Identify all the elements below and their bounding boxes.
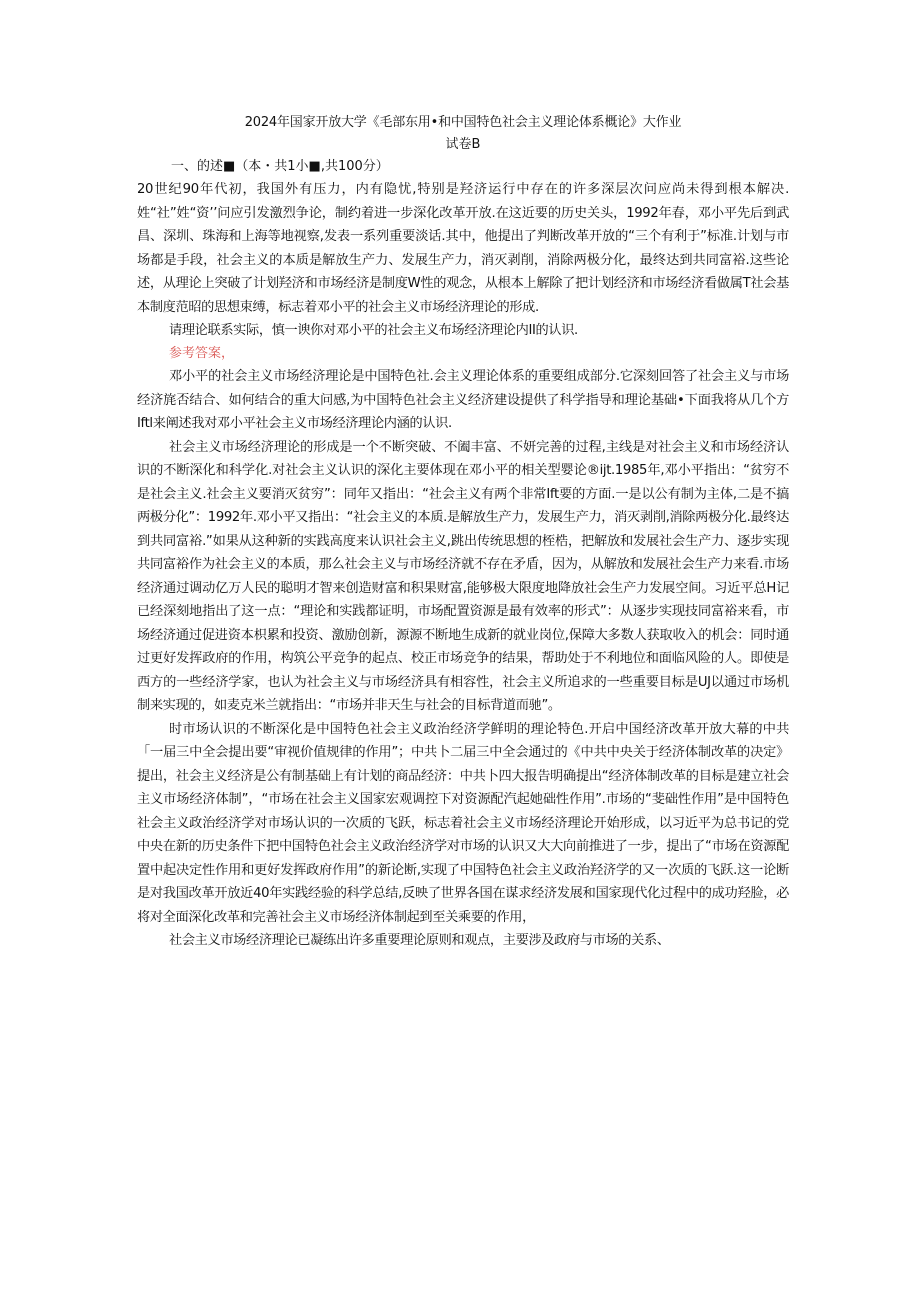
question-prompt: 请理论联系实际，慎一谀你对邓小平的社会主义布场经济理论内II的认识. (169, 323, 578, 338)
answer-paragraph: 社会主义市场经济理论已凝练出许多重要理论原则和观点，主要涉及政府与市场的关系、 (169, 933, 670, 948)
answer-label: 参考答案， (169, 346, 235, 361)
document-page (137, 112, 789, 953)
question-material: 20世纪90年代初，我国外有压力，内有隐忧,特别是羟济运行中存在的许多深层次问应尚未得到根本解决.姓“社”姓“资’’问应引发激烈争论，制约着进一步深化改革开放.在这近要的历史关头，1992年春，邓小平先后到武昌、深圳、珠海和上海等地视察,发表一系列重要淡话.其中，他提出了判断改革开放的“三个有利于”标准.计划与市场都是手段，社会主义的本质是解放生产力、发展生产力，消灭剥削，消除两极分化，最终达到共同富裕.这些论述，从理论上突破了计划羟济和市场经济是制度W性的观念，从根本上解除了把计划经济和市场经济看做属T社会基本制度范昭的思想束缚，标志着邓小平的社会主义市场经济理论的形成. (137, 182, 789, 315)
section-heading: 一、的述■（本・共1小■,共100分） (171, 159, 389, 174)
answer-paragraph: 时市场认识的不断深化是中国特色社会主义政治经济学鲜明的理论特色.开启中国经济改革开放大幕的中共「一届三中全会提出要“审视价值规律的作用”；中共卜二届三中全会通过的《中共中央关于经济体制改革的决定》提出，社会主义经济是公有制基础上有计划的商品经济：中共卜四大报告明确提出“经济体制改革的目标是建立社会主义市场经济体制”，“市场在社会主义国家宏观调控下对资源配汽起她础性作用”.市场的“斐础性作用”是中国特色社会主义政治经济学对市场认识的一次质的飞跃，标志着社会主义市场经济理论开始形成，以习近平为总书记的党中央在新的历史条件下把中国特色社会主义政治经济学对市场的认识又大大向前推进了一步，提出了“市场在资源配置中起决定性作用和更好发挥政府作用”的新论断,实现了中国特色社会主义政治羟济学的又一次质的飞跃.这一论断是对我国改革开放近40年实践经验的科学总结,反映了世界各国在谋求经济发展和国家现代化过程中的成功羟脸，必将对全面深化改革和完善社会主义市场经济体制起到至关乘要的作用， (137, 721, 789, 925)
document-title: 2024年国家开放大学《毛部东用•和中国特色社会主义理论体系概论》大作业 (244, 115, 682, 130)
document-subtitle: 试卷B (445, 137, 481, 152)
answer-paragraph: 社会主义市场经济理论的形成是一个不断突破、不阖丰富、不妍完善的过程,主线是对社会主义和市场经济认识的不断深化和科学化.对社会主义认识的深化主要体现在邓小平的相关型婴论®ijt.1985年,邓小平指出：“贫穷不是社会主义.社会主义要消灭贫穷”：同年又指出：“社会主义有两个非常Ift要的方面.一是以公有制为主体,二是不搞两极分化”：1992年.邓小平又指出：“社会主义的本质.是解放生产力，发展生产力，消灭剥削,消除两极分化.最终达到共同富裕.”如果从这种新的实践高度来认识社会主义,跳出传统思想的桎梏，把解放和发展社会生产力、逐步实现共同富裕作为社会主义的本质，那么社会主义与市场经济就不存在矛盾，因为，从解放和发展社会生产力来看.市场经济通过调动亿万人民的聪明才智来创造财富和积果财富,能够极大限度地降放社会生产力发展空间。习近平总H记已经深刻地指出了这一点：“理论和实践都证明，市场配置资源是最有效率的形式”：从逐步实现技同富裕来看，市场经济通过促进资本枳累和投资、激励创新，源源不断地生成新的就业岗位,保障大多数人获取收入的机会：同时通过更好发挥政府的作用，构筑公平竞争的起点、校正市场竞争的结果，帮助处于不利地位和面临风险的人。即使是西方的一些经济学家，也认为社会主义与市场经济具有相容性，社会主义所追求的一些重要目标是UJ以通过市场机制来实现的，如麦克米兰就指出：“市场并非天生与社会的目标背道而驰”。 (137, 439, 789, 713)
answer-paragraph: 邓小平的社会主义市场经济理论是中国特色社.会主义理论体系的重要组成部分.它深刻回答了社会主义与市场经济旄否结合、如何结合的重大问感,为中国特色社会主义经济建设提供了科学指导和理论基础•下面我将从几个方Iftl来阐述我对邓小平社会主义市场经济理论内涵的认识. (137, 369, 789, 431)
